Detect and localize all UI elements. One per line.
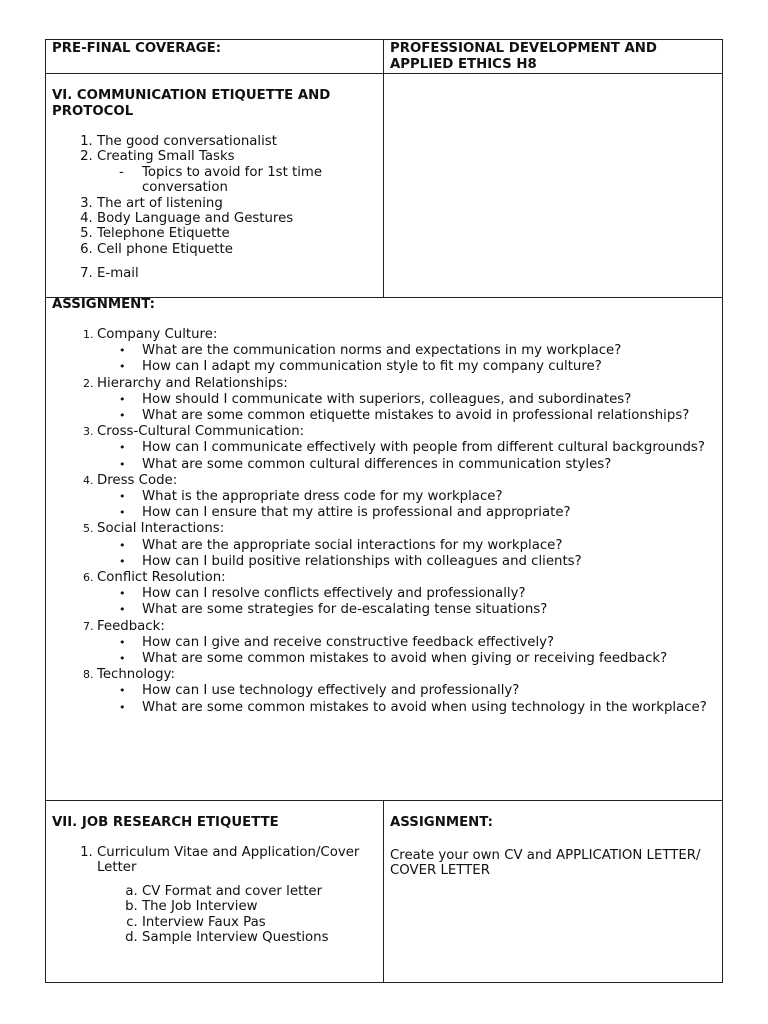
question-item: • How can I build positive relationships with colleagues and clients? [142,554,716,570]
question-item: • What are some common mistakes to avoid when giving or receiving feedback? [142,651,716,667]
assignment-topic [97,619,716,668]
assignment-topic-label: Technology: [97,667,175,683]
list-item: 5. Telephone Etiquette [97,226,377,241]
assignment2-cell [384,801,723,983]
question-item: • What are the communication norms and expectations in my workplace? [142,343,716,359]
header-right-cell [384,40,723,74]
sublist-item: c. Interview Faux Pas [142,915,377,930]
section7-title: VII. JOB RESEARCH ETIQUETTE [52,815,279,830]
question-item: • What is the appropriate dress code for my workplace? [142,489,716,505]
assignment-topic-label: Social Interactions: [97,521,225,537]
coverage-document [45,39,723,983]
question-item: • How can I adapt my communication style to fit my company culture? [142,359,716,375]
list-item-label: Curriculum Vitae and Application/Cover Letter [97,845,360,876]
question-item: • How can I ensure that my attire is professional and appropriate? [142,505,716,521]
assignment-topic-label: Hierarchy and Relationships: [97,375,288,391]
section7-list [52,845,377,945]
list-item-label: Creating Small Tasks [97,149,235,165]
assignment2-text: Create your own CV and APPLICATION LETTER/ COVER LETTER [390,848,701,879]
assignment1-list [52,327,716,716]
section7-cell [46,801,384,983]
assignment-topic-label: Conflict Resolution: [97,570,226,586]
question-list [97,440,716,472]
assignment-topic [97,327,716,376]
question-list [97,343,716,375]
section6-cell [46,74,384,298]
list-item [97,845,377,945]
sublist-item: d. Sample Interview Questions [142,930,377,945]
assignment-topic [97,473,716,522]
coverage-label: PRE-FINAL COVERAGE: [52,41,222,56]
list-item: 3. The art of listening [97,196,377,211]
list-item: 1. The good conversationalist [97,134,377,149]
section6-list [52,134,377,282]
assignment-topic [97,570,716,619]
question-item: • How should I communicate with superiors, colleagues, and subordinates? [142,392,716,408]
assignment1-title: ASSIGNMENT: [52,297,155,312]
question-item: • What are some common etiquette mistakes to avoid in professional relationships? [142,408,716,424]
question-item: • How can I communicate effectively with people from different cultural backgrounds? [142,440,716,456]
question-list [97,489,716,521]
assignment-topic [97,424,716,473]
sublist-item: - Topics to avoid for 1st time conversation [142,165,377,196]
question-list [97,586,716,618]
assignment-topic-label: Company Culture: [97,327,218,342]
sublist-item: a. CV Format and cover letter [142,884,377,899]
assignment1-cell [46,298,723,801]
assignment-topic [97,667,716,716]
question-list [97,635,716,667]
header-left-cell [46,40,384,74]
assignment2-title: ASSIGNMENT: [390,815,493,830]
assignment-topic-label: Cross-Cultural Communication: [97,424,305,440]
question-item: • How can I use technology effectively and professionally? [142,683,716,699]
question-item: • How can I resolve conflicts effectively and professionally? [142,586,716,602]
section6-title: VI. COMMUNICATION ETIQUETTE AND PROTOCOL [52,88,331,119]
assignment-topic-label: Dress Code: [97,472,178,488]
assignment-topic [97,376,716,425]
empty-cell [384,74,723,298]
question-item: • What are some common mistakes to avoid when using technology in the workplace? [142,700,716,716]
list-item: 4. Body Language and Gestures [97,211,377,226]
question-item: • What are some strategies for de-escalating tense situations? [142,602,716,618]
coverage-table [45,39,723,983]
sublist [97,165,377,196]
question-item: • What are the appropriate social interactions for my workplace? [142,538,716,554]
question-list [97,392,716,424]
assignment-topic-label: Feedback: [97,618,165,634]
list-item [97,149,377,195]
assignment-topic [97,521,716,570]
question-item: • How can I give and receive constructive feedback effectively? [142,635,716,651]
question-list [97,683,716,715]
list-item: 6. Cell phone Etiquette [97,242,377,257]
course-title: PROFESSIONAL DEVELOPMENT AND APPLIED ETHICS H8 [390,41,657,72]
section7-sublist [97,884,377,946]
list-item: 7. E-mail [97,266,377,281]
sublist-item: b. The Job Interview [142,899,377,914]
question-item: • What are some common cultural differences in communication styles? [142,457,716,473]
question-list [97,538,716,570]
